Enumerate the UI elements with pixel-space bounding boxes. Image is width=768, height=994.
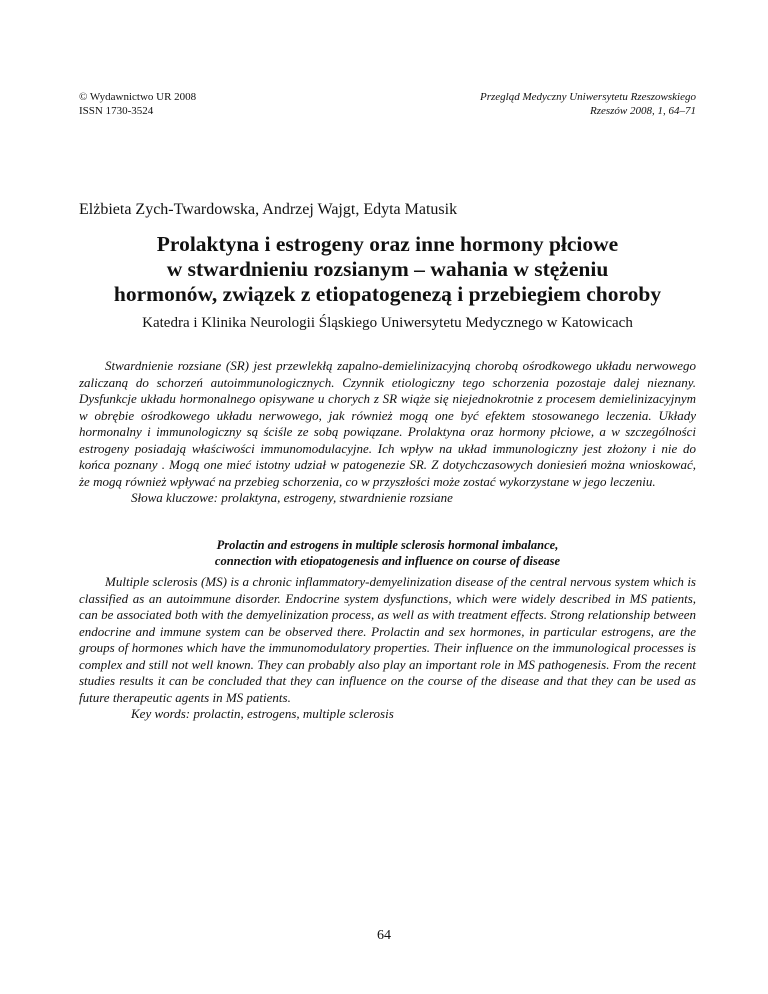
affiliation: Katedra i Klinika Neurologii Śląskiego Uniwersytetu Medycznego w Katowicach <box>142 315 633 331</box>
article-title <box>79 232 696 307</box>
page-number: 64 <box>377 928 391 943</box>
title-line: hormonów, związek z etiopatogenezą i przebiegiem choroby <box>113 282 662 306</box>
keywords-list: prolaktyna, estrogeny, stwardnienie rozsiane <box>221 490 453 505</box>
journal-name: Przegląd Medyczny Uniwersytetu Rzeszowskiego <box>480 91 696 103</box>
keywords-label: Key words: <box>131 706 191 721</box>
english-title-line: Prolactin and estrogens in multiple sclerosis hormonal imbalance, <box>216 538 559 552</box>
issn-line: ISSN 1730-3524 <box>79 105 154 117</box>
keywords <box>79 490 696 507</box>
abstract-text: Multiple sclerosis (MS) is a chronic inflammatory-demyelinization disease of the central nervous system which is classified as an autoimmune disorder. Endocrine system dysfunctions, which were widely described in MS patients, can be associated both with the demyelinization process, as well as with treatment effects. Strong relationship between endocrine and immune system can be observed there. Prolactin and sex hormones, in particular estrogens, are the groups of hormones which have the immunomodulatory properties. Their influence on the immunological processes is complex and still not well known. They can probably also play an important role in MS pathogenesis. From the recent studies results it can be concluded that they can influence on the course of the disease and that they can be used as future therapeutic agents in MS patients. <box>79 574 696 705</box>
keywords-list: prolactin, estrogens, multiple sclerosis <box>193 706 394 721</box>
abstract-text: Stwardnienie rozsiane (SR) jest przewlekłą zapalno-demielinizacyjną chorobą ośrodkowego układu nerwowego zaliczaną do schorzeń autoimmunologicznych. Czynnik etiologiczny tego schorzenia pozostaje dalej nieznany. Dysfunkcje układu hormonalnego opisywane u chorych z SR wiąże się niejednokrotnie z procesem demielinizacyjnym w obrębie ośrodkowego układu nerwowego, jak również mogą one być efektem stosowanego leczenia. Układy hormonalny i immunologiczny są ściśle ze sobą powiązane. Prolaktyna oraz hormony płciowe, a w szczególności estrogeny posiadają właściwości immunomodulacyjne. Ich wpływ na układ immunologiczny jest złożony i nie do końca poznany . Mogą one mieć istotny udział w patogenezie SR. Z dotychczasowych doniesień można wnioskować, że mogą również wpływać na przebieg schorzenia, co w przyszłości może zostać wykorzystane w jego leczeniu. <box>79 358 696 489</box>
journal-issue: Rzeszów 2008, 1, 64–71 <box>589 105 696 117</box>
keywords <box>79 706 696 723</box>
journal-publisher-block <box>79 90 196 118</box>
abstract-polish <box>79 358 696 507</box>
journal-citation-block <box>480 90 696 118</box>
authors: Elżbieta Zych-Twardowska, Andrzej Wajgt, Edyta Matusik <box>79 201 458 218</box>
title-line: w stwardnieniu rozsianym – wahania w stężeniu <box>166 257 609 281</box>
english-title <box>79 537 696 569</box>
publisher-line: © Wydawnictwo UR 2008 <box>79 91 197 103</box>
english-title-line: connection with etiopatogenesis and influence on course of disease <box>214 554 561 568</box>
keywords-label: Słowa kluczowe: <box>131 490 219 505</box>
abstract-english <box>79 574 696 723</box>
title-line: Prolaktyna i estrogeny oraz inne hormony płciowe <box>156 232 619 256</box>
